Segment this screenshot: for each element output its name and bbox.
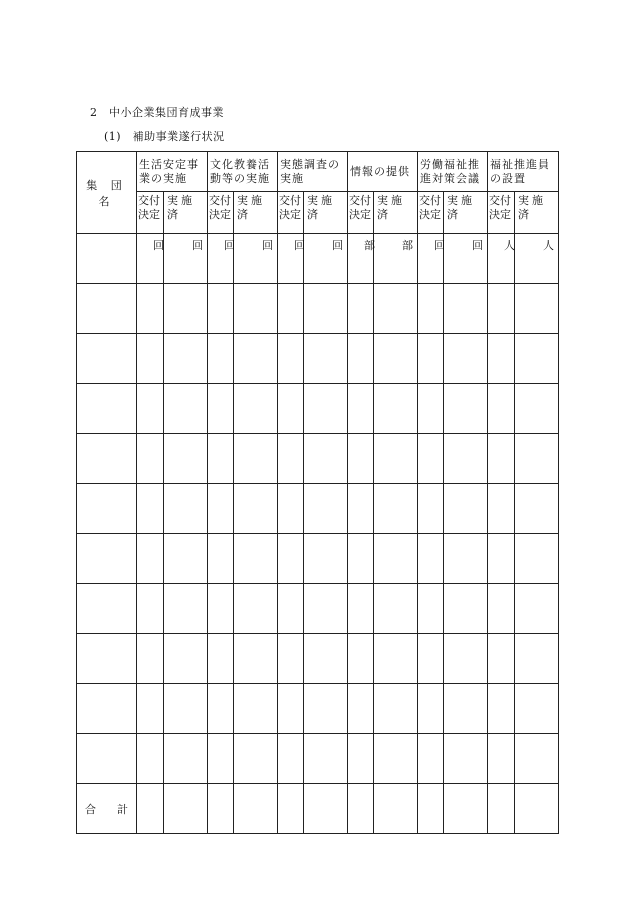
- value-cell: [515, 534, 559, 584]
- value-cell: [137, 684, 164, 734]
- value-cell: [234, 284, 278, 334]
- value-cell: [444, 284, 488, 334]
- sub-header-implemented: 実施 済: [444, 192, 488, 234]
- value-cell: [137, 284, 164, 334]
- value-cell: [278, 484, 304, 534]
- value-cell: [488, 534, 515, 584]
- value-cell: [234, 334, 278, 384]
- table-row: [77, 284, 559, 334]
- total-value-cell: [234, 784, 278, 834]
- value-cell: [444, 684, 488, 734]
- unit-cell: 回: [444, 234, 488, 284]
- value-cell: [234, 634, 278, 684]
- value-cell: [278, 634, 304, 684]
- value-cell: [278, 584, 304, 634]
- value-cell: [304, 484, 348, 534]
- value-cell: [208, 284, 234, 334]
- sub-header-implemented: 実施 済: [304, 192, 348, 234]
- value-cell: [137, 384, 164, 434]
- group-name-cell: [77, 734, 137, 784]
- value-cell: [234, 434, 278, 484]
- table-row: [77, 434, 559, 484]
- value-cell: [418, 684, 444, 734]
- value-cell: [515, 634, 559, 684]
- value-cell: [164, 684, 208, 734]
- value-cell: [374, 334, 418, 384]
- value-cell: [444, 484, 488, 534]
- value-cell: [234, 384, 278, 434]
- value-cell: [208, 384, 234, 434]
- total-value-cell: [515, 784, 559, 834]
- sub-header-implemented: 実施 済: [515, 192, 559, 234]
- value-cell: [348, 684, 374, 734]
- value-cell: [444, 584, 488, 634]
- value-cell: [444, 334, 488, 384]
- value-cell: [164, 484, 208, 534]
- value-cell: [164, 334, 208, 384]
- value-cell: [374, 534, 418, 584]
- sub-header-implemented: 実施 済: [234, 192, 278, 234]
- value-cell: [208, 334, 234, 384]
- value-cell: [348, 384, 374, 434]
- value-cell: [164, 634, 208, 684]
- total-value-cell: [278, 784, 304, 834]
- unit-cell: 回: [304, 234, 348, 284]
- value-cell: [418, 434, 444, 484]
- value-cell: [418, 484, 444, 534]
- sub-header-implemented: 実施 済: [164, 192, 208, 234]
- value-cell: [278, 434, 304, 484]
- value-cell: [348, 434, 374, 484]
- total-value-cell: [137, 784, 164, 834]
- value-cell: [488, 684, 515, 734]
- total-label: 合 計: [77, 784, 137, 834]
- total-value-cell: [488, 784, 515, 834]
- value-cell: [278, 284, 304, 334]
- value-cell: [278, 734, 304, 784]
- table-row: [77, 534, 559, 584]
- unit-cell: 回: [234, 234, 278, 284]
- value-cell: [444, 384, 488, 434]
- total-value-cell: [374, 784, 418, 834]
- sub-header-implemented: 実施 済: [374, 192, 418, 234]
- unit-cell: 部: [348, 234, 374, 284]
- table-row: [77, 484, 559, 534]
- table-row: [77, 634, 559, 684]
- table-row: [77, 334, 559, 384]
- group-name-cell: [77, 334, 137, 384]
- category-header: 情報の提供: [348, 152, 418, 192]
- value-cell: [137, 634, 164, 684]
- value-cell: [488, 434, 515, 484]
- value-cell: [278, 384, 304, 434]
- value-cell: [304, 534, 348, 584]
- value-cell: [234, 584, 278, 634]
- value-cell: [444, 634, 488, 684]
- value-cell: [234, 534, 278, 584]
- value-cell: [488, 634, 515, 684]
- value-cell: [137, 434, 164, 484]
- group-name-cell: [77, 584, 137, 634]
- value-cell: [304, 584, 348, 634]
- value-cell: [488, 334, 515, 384]
- value-cell: [304, 284, 348, 334]
- unit-cell: 回: [164, 234, 208, 284]
- total-value-cell: [164, 784, 208, 834]
- value-cell: [208, 584, 234, 634]
- total-value-cell: [418, 784, 444, 834]
- value-cell: [234, 734, 278, 784]
- sub-header-grant-decision: 交付 決定: [418, 192, 444, 234]
- unit-cell: 回: [137, 234, 164, 284]
- value-cell: [164, 534, 208, 584]
- value-cell: [418, 584, 444, 634]
- total-value-cell: [304, 784, 348, 834]
- value-cell: [348, 534, 374, 584]
- group-name-cell: [77, 434, 137, 484]
- progress-table: [76, 151, 559, 834]
- value-cell: [234, 484, 278, 534]
- value-cell: [374, 284, 418, 334]
- section-heading: 2 中小企業集団育成事業: [90, 106, 224, 119]
- value-cell: [137, 334, 164, 384]
- value-cell: [164, 384, 208, 434]
- value-cell: [418, 284, 444, 334]
- value-cell: [304, 334, 348, 384]
- total-value-cell: [444, 784, 488, 834]
- value-cell: [374, 384, 418, 434]
- value-cell: [278, 684, 304, 734]
- value-cell: [515, 334, 559, 384]
- value-cell: [515, 684, 559, 734]
- value-cell: [164, 734, 208, 784]
- value-cell: [234, 684, 278, 734]
- value-cell: [304, 384, 348, 434]
- value-cell: [418, 384, 444, 434]
- value-cell: [488, 284, 515, 334]
- value-cell: [418, 734, 444, 784]
- group-name-header: 集 団 名: [77, 152, 137, 234]
- value-cell: [208, 484, 234, 534]
- value-cell: [444, 534, 488, 584]
- value-cell: [348, 584, 374, 634]
- total-value-cell: [348, 784, 374, 834]
- value-cell: [374, 484, 418, 534]
- group-name-cell: [77, 634, 137, 684]
- sub-header-grant-decision: 交付 決定: [488, 192, 515, 234]
- group-name-cell: [77, 384, 137, 434]
- value-cell: [164, 434, 208, 484]
- sub-header-grant-decision: 交付 決定: [137, 192, 164, 234]
- category-header: 実態調査の 実施: [278, 152, 348, 192]
- value-cell: [515, 584, 559, 634]
- value-cell: [348, 734, 374, 784]
- value-cell: [418, 634, 444, 684]
- value-cell: [278, 334, 304, 384]
- value-cell: [444, 734, 488, 784]
- unit-cell: 回: [418, 234, 444, 284]
- value-cell: [348, 484, 374, 534]
- table-row: [77, 584, 559, 634]
- table-row: [77, 734, 559, 784]
- value-cell: [278, 534, 304, 584]
- sub-header-grant-decision: 交付 決定: [348, 192, 374, 234]
- value-cell: [488, 384, 515, 434]
- value-cell: [208, 734, 234, 784]
- group-name-cell: [77, 484, 137, 534]
- group-name-cell: [77, 684, 137, 734]
- value-cell: [418, 334, 444, 384]
- total-value-cell: [208, 784, 234, 834]
- value-cell: [418, 534, 444, 584]
- value-cell: [488, 584, 515, 634]
- value-cell: [348, 334, 374, 384]
- value-cell: [488, 734, 515, 784]
- value-cell: [137, 734, 164, 784]
- value-cell: [488, 484, 515, 534]
- sub-header-grant-decision: 交付 決定: [208, 192, 234, 234]
- unit-cell: 人: [488, 234, 515, 284]
- value-cell: [208, 634, 234, 684]
- category-header: 生活安定事 業の実施: [137, 152, 208, 192]
- unit-cell: 人: [515, 234, 559, 284]
- category-header: 福祉推進員 の設置: [488, 152, 559, 192]
- value-cell: [304, 734, 348, 784]
- value-cell: [374, 634, 418, 684]
- value-cell: [164, 284, 208, 334]
- value-cell: [208, 434, 234, 484]
- group-name-cell: [77, 234, 137, 284]
- unit-cell: 回: [208, 234, 234, 284]
- value-cell: [374, 434, 418, 484]
- value-cell: [304, 684, 348, 734]
- category-header: 文化教養活 動等の実施: [208, 152, 278, 192]
- unit-cell: 回: [278, 234, 304, 284]
- unit-cell: 部: [374, 234, 418, 284]
- value-cell: [515, 284, 559, 334]
- value-cell: [515, 434, 559, 484]
- subsection-heading: (1) 補助事業遂行状況: [104, 130, 225, 143]
- value-cell: [137, 534, 164, 584]
- value-cell: [374, 684, 418, 734]
- group-name-cell: [77, 534, 137, 584]
- value-cell: [304, 634, 348, 684]
- group-name-cell: [77, 284, 137, 334]
- value-cell: [444, 434, 488, 484]
- total-row: [77, 784, 559, 834]
- value-cell: [515, 384, 559, 434]
- value-cell: [208, 684, 234, 734]
- value-cell: [374, 584, 418, 634]
- value-cell: [304, 434, 348, 484]
- value-cell: [208, 534, 234, 584]
- value-cell: [374, 734, 418, 784]
- table-row: [77, 384, 559, 434]
- value-cell: [348, 634, 374, 684]
- value-cell: [515, 734, 559, 784]
- category-header: 労働福祉推 進対策会議: [418, 152, 488, 192]
- table-row: [77, 684, 559, 734]
- value-cell: [137, 484, 164, 534]
- sub-header-grant-decision: 交付 決定: [278, 192, 304, 234]
- value-cell: [515, 484, 559, 534]
- value-cell: [164, 584, 208, 634]
- value-cell: [348, 284, 374, 334]
- value-cell: [137, 584, 164, 634]
